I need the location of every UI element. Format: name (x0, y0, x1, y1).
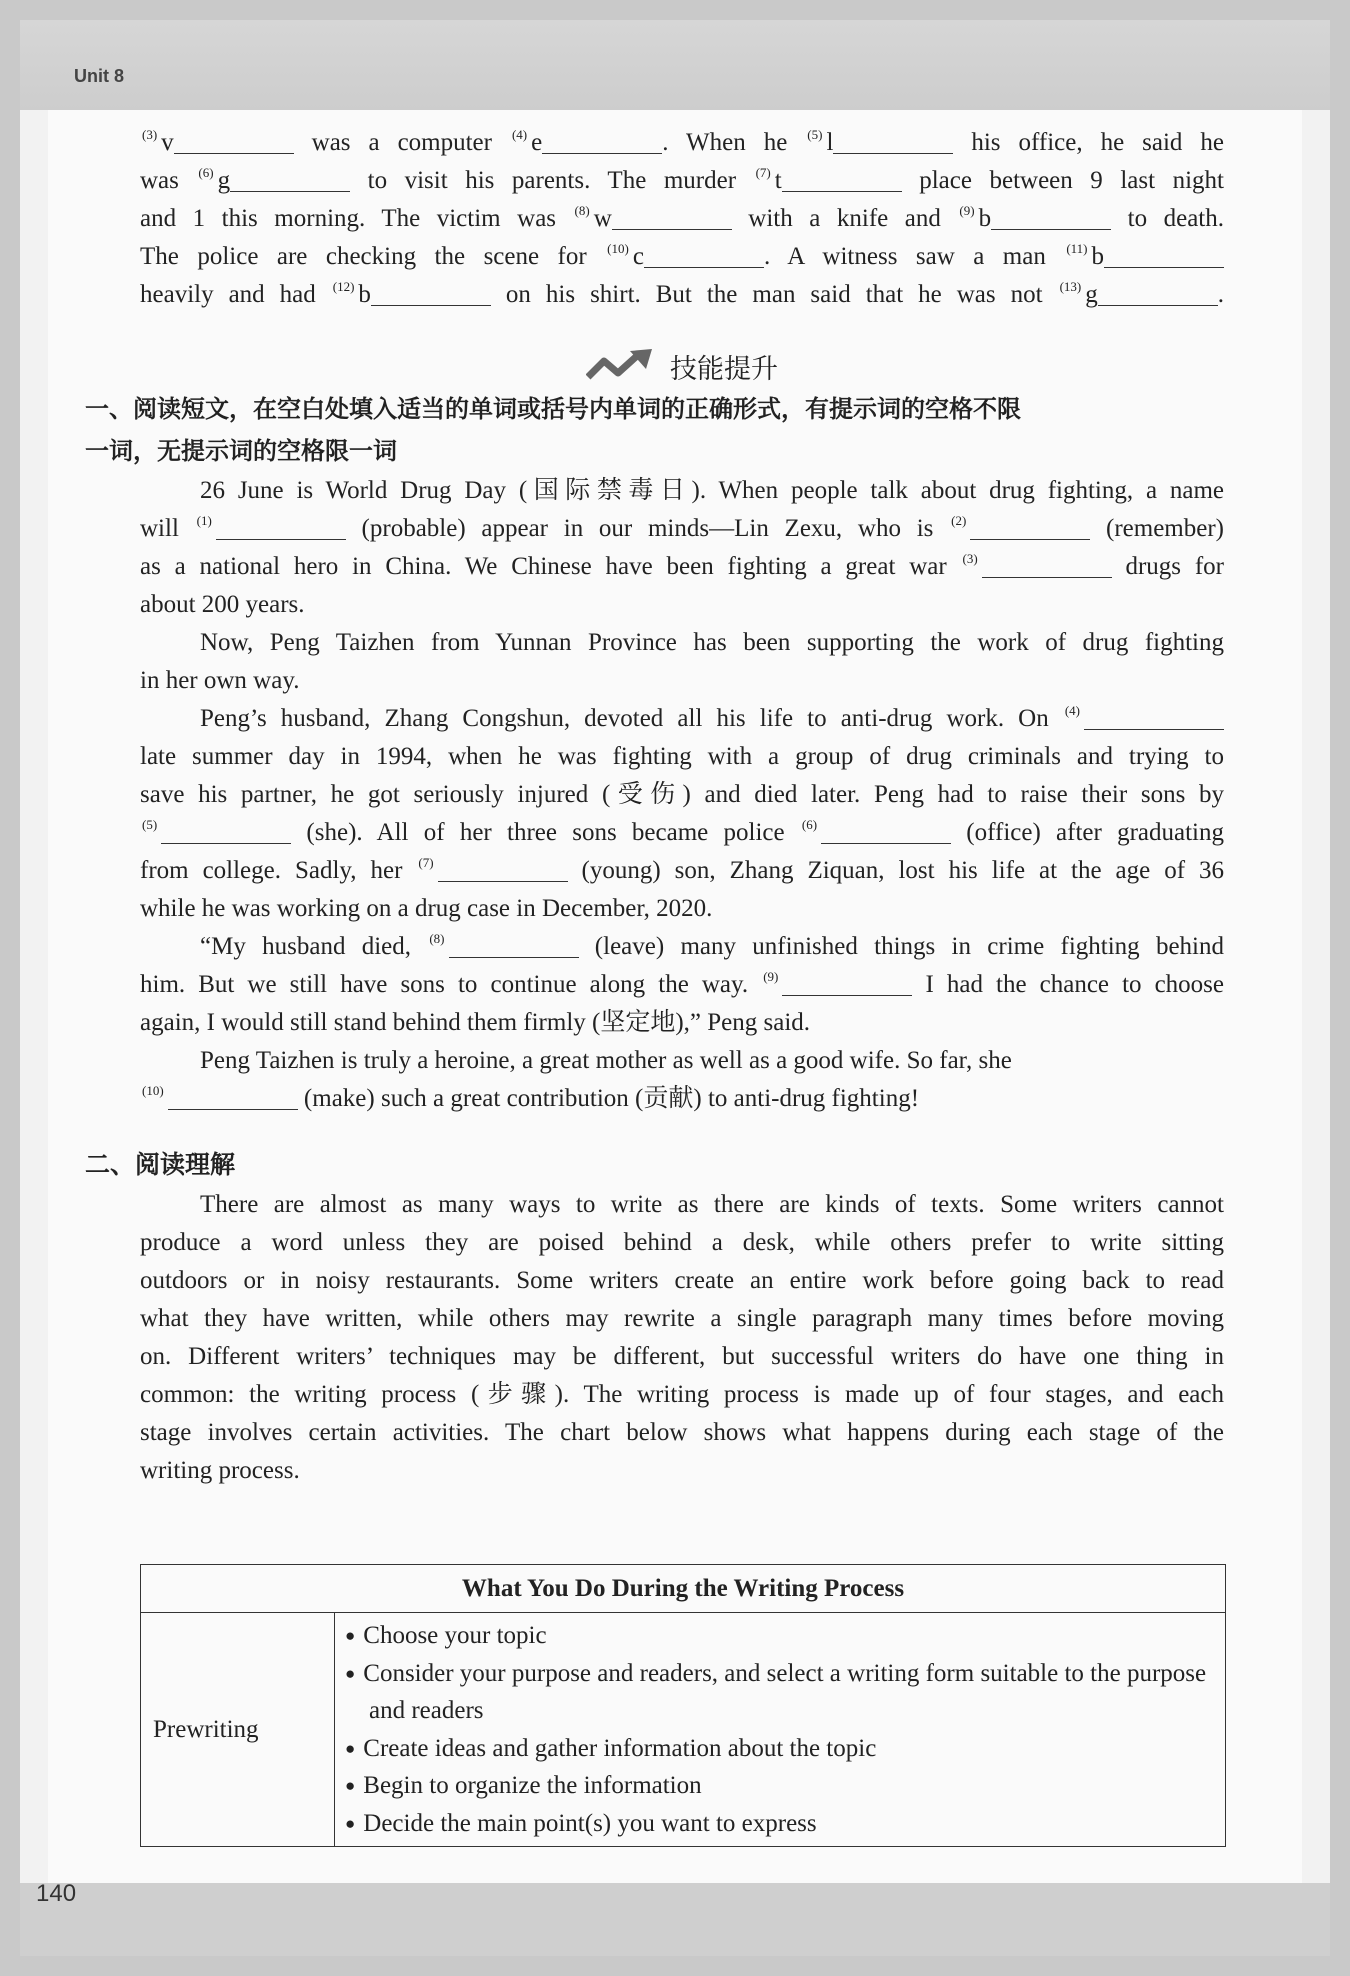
answer-blank[interactable] (782, 971, 912, 996)
list-item: ● Choose your topic (345, 1617, 1217, 1655)
blank-number: (3) (142, 127, 158, 142)
passage-line2: produce a word unless they are poised behind a desk, while others prefer to write sitting (140, 1229, 1224, 1256)
blank-number: (8) (574, 203, 590, 218)
trend-arrow-icon (586, 349, 656, 383)
initial-letter: b (978, 205, 992, 232)
blank-number: (2) (951, 513, 967, 528)
table-row (141, 1613, 1226, 1847)
answer-blank[interactable] (542, 129, 662, 154)
blank-number: (7) (418, 855, 434, 870)
p1-line2: will $^{(1)}$ (probable) appear in our minds—Lin Zexu, who is $^{(2)}$ (remember) (140, 513, 1224, 542)
answer-blank[interactable] (449, 933, 579, 958)
story-line: and 1 this morning. The victim was $^{(8)}$ w with a knife and $^{(9)}$ b to death. (140, 203, 1224, 232)
passage-line4: what they have written, while others may rewrite a single paragraph many times before moving (140, 1305, 1224, 1332)
passage-line3: outdoors or in noisy restaurants. Some writers create an entire work before going back to read (140, 1267, 1224, 1294)
p3-line6: while he was working on a drug case in December, 2020. (140, 895, 713, 922)
answer-blank[interactable] (371, 281, 491, 306)
p1-line3: as a national hero in China. We Chinese have been fighting a great war $^{(3)}$ drugs for (140, 551, 1224, 580)
passage-line5: on. Different writers’ techniques may be different, but successful writers do have one thing in (140, 1343, 1224, 1370)
answer-blank[interactable] (1084, 705, 1224, 730)
answer-blank[interactable] (1098, 281, 1218, 306)
page-number: 140 (36, 1880, 77, 1907)
story-line: heavily and had $^{(12)}$ b on his shirt. But the man said that he was not $^{(13)}$ g . (140, 279, 1224, 308)
blank-number: (9) (959, 203, 975, 218)
p3-line2: late summer day in 1994, when he was fighting with a group of drug criminals and trying to (140, 743, 1224, 770)
initial-letter: l (826, 129, 834, 156)
story-passage (140, 124, 1224, 314)
blank-number: (3) (962, 551, 978, 566)
table-title: What You Do During the Writing Process (141, 1565, 1226, 1613)
p5-line1: Peng Taizhen is truly a heroine, a great mother as well as a good wife. So far, she (200, 1047, 1012, 1074)
list-item: ● Decide the main point(s) you want to express (345, 1805, 1217, 1843)
answer-blank[interactable] (438, 857, 568, 882)
answer-blank[interactable] (1104, 243, 1224, 268)
blank-number: (6) (801, 817, 818, 832)
answer-blank[interactable] (174, 129, 294, 154)
blank-number: (6) (198, 165, 214, 180)
initial-letter: g (217, 167, 231, 194)
blank-number: (11) (1066, 241, 1088, 256)
p2-line2: in her own way. (140, 667, 300, 694)
answer-blank[interactable] (833, 129, 953, 154)
answer-blank[interactable] (168, 1085, 298, 1110)
answer-blank[interactable] (821, 819, 951, 844)
initial-letter: t (774, 167, 782, 194)
part1-instruction-line1: 一、阅读短文，在空白处填入适当的单词或括号内单词的正确形式，有提示词的空格不限 (85, 395, 1021, 423)
skills-heading-text: 技能提升 (670, 353, 778, 385)
passage-line6: common: the writing process (步骤). The writing process is made up of four stages, and each (140, 1381, 1224, 1408)
p3-line4: $^{(5)}$ (she). All of her three sons became police $^{(6)}$ (office) after graduating (142, 817, 1225, 846)
top-band (20, 20, 1330, 110)
answer-blank[interactable] (982, 553, 1112, 578)
p5-line2: $^{(10)}$ (make) such a great contribution (贡献) to anti-drug fighting! (142, 1083, 920, 1112)
p3-line3: save his partner, he got seriously injured (受伤) and died later. Peng had to raise their sons by (140, 781, 1224, 808)
p4-line3: again, I would still stand behind them firmly (坚定地),” Peng said. (140, 1009, 811, 1036)
blank-number: (8) (429, 931, 445, 946)
blank-number: (5) (142, 817, 158, 832)
initial-letter: g (1085, 281, 1098, 308)
blank-number: (4) (511, 127, 528, 142)
blank-number: (5) (807, 127, 823, 142)
passage-line7: stage involves certain activities. The chart below shows what happens during each stage of the (140, 1419, 1224, 1446)
answer-blank[interactable] (161, 819, 291, 844)
content (85, 124, 1225, 1490)
blank-number: (10) (142, 1083, 164, 1098)
stage-cell: Prewriting (141, 1613, 335, 1847)
p3-line5: from college. Sadly, her $^{(7)}$ (young) son, Zhang Ziquan, lost his life at the age of 36 (140, 855, 1224, 884)
bottom-band (20, 1883, 1330, 1956)
story-line: $^{(3)}$ v was a computer $^{(4)}$ e . When he $^{(5)}$ l his office, he said he (142, 127, 1224, 156)
blank-number: (13) (1059, 279, 1082, 294)
initial-letter: c (632, 243, 644, 270)
activities-list (345, 1617, 1217, 1842)
initial-letter: b (358, 281, 371, 308)
blank-number: (12) (332, 279, 355, 294)
blank-number: (10) (607, 241, 629, 256)
blank-number: (9) (763, 969, 779, 984)
p3-line1: Peng’s husband, Zhang Congshun, devoted all his life to anti-drug work. On $^{(4)}$ (140, 700, 1224, 738)
blank-number: (7) (755, 165, 771, 180)
passage-line8: writing process. (140, 1457, 300, 1484)
list-item: ● Consider your purpose and readers, and select a writing form suitable to the purpose and readers (345, 1655, 1217, 1730)
p4-line1: “My husband died, $^{(8)}$ (leave) many unfinished things in crime fighting behind (200, 931, 1224, 960)
answer-blank[interactable] (970, 515, 1090, 540)
story-line: was $^{(6)}$ g to visit his parents. The murder $^{(7)}$ t place between 9 last night (140, 165, 1224, 194)
answer-blank[interactable] (644, 243, 764, 268)
initial-letter: v (161, 129, 174, 156)
answer-blank[interactable] (612, 205, 732, 230)
table-header-row (141, 1565, 1226, 1613)
part2-title: 二、阅读理解 (85, 1150, 236, 1179)
initial-letter: w (593, 205, 612, 232)
passage-line1: There are almost as many ways to write as there are kinds of texts. Some writers cannot (200, 1191, 1224, 1218)
skills-heading (140, 344, 1224, 388)
list-item: ● Create ideas and gather information about the topic (345, 1730, 1217, 1768)
story-line: The police are checking the scene for $^{(10)}$ c . A witness saw a man $^{(11)}$ b (140, 238, 1224, 276)
blank-number: (1) (196, 513, 212, 528)
answer-blank[interactable] (216, 515, 346, 540)
part1-instruction-line2: 一词，无提示词的空格限一词 (85, 437, 397, 465)
p1-line4: about 200 years. (140, 591, 305, 618)
activities-cell (335, 1613, 1226, 1847)
list-item: ● Begin to organize the information (345, 1767, 1217, 1805)
blank-number: (4) (1064, 703, 1080, 718)
initial-letter: e (531, 129, 543, 156)
writing-process-table (140, 1564, 1226, 1847)
answer-blank[interactable] (782, 167, 902, 192)
initial-letter: b (1091, 243, 1104, 270)
p4-line2: him. But we still have sons to continue along the way. $^{(9)}$ I had the chance to choose (140, 969, 1225, 998)
answer-blank[interactable] (991, 205, 1111, 230)
answer-blank[interactable] (230, 167, 350, 192)
p2-line1: Now, Peng Taizhen from Yunnan Province has been supporting the work of drug fighting (200, 629, 1224, 656)
unit-label: Unit 8 (74, 66, 125, 86)
p1-line1: 26 June is World Drug Day (国际禁毒日). When people talk about drug fighting, a name (200, 477, 1224, 504)
